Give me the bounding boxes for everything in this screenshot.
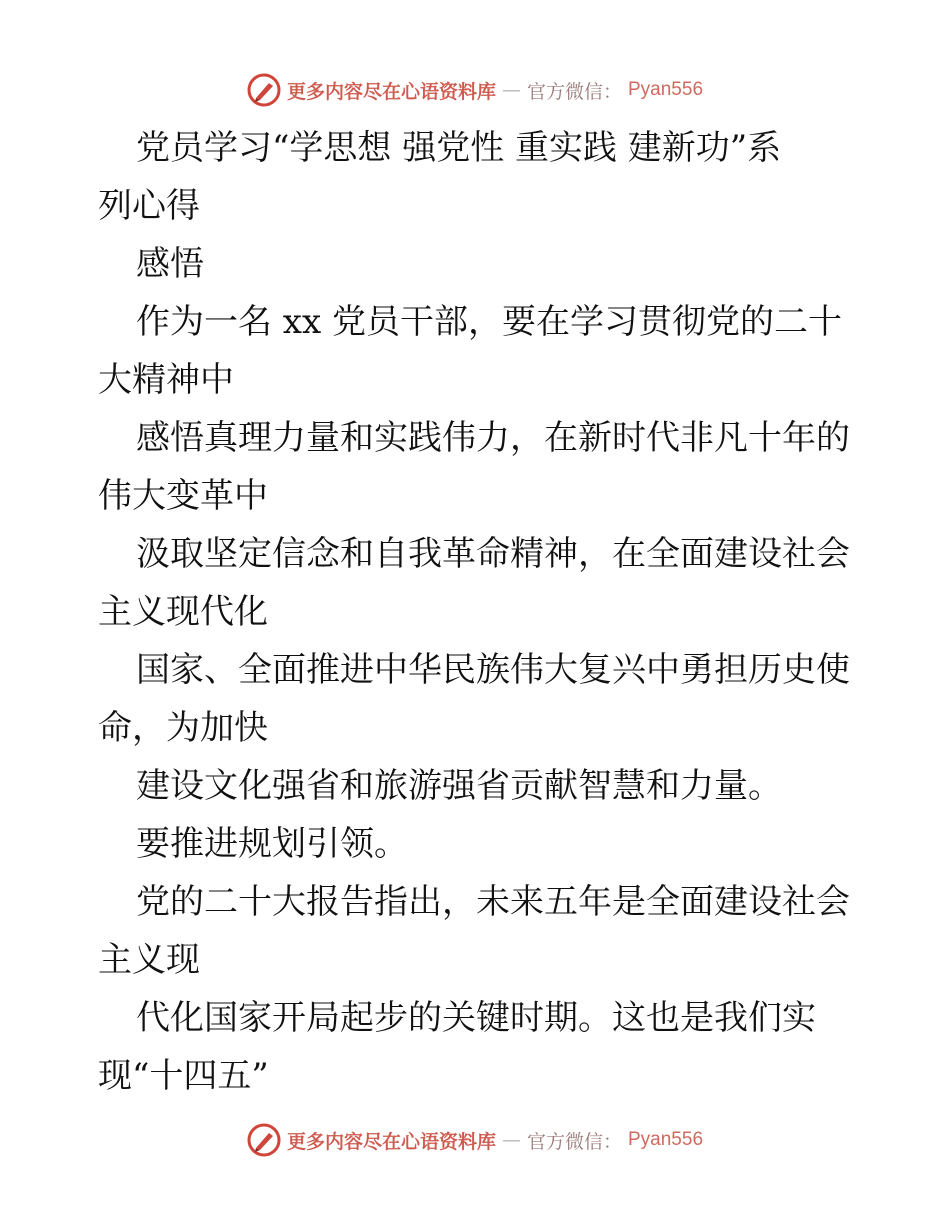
watermark-contact-label: 官方微信： <box>526 80 622 103</box>
watermark-handle: Pyan556 <box>628 79 704 100</box>
text-line: 伟大变革中 <box>98 476 268 516</box>
text-line: 主义现 <box>98 940 200 980</box>
footer-watermark <box>0 1120 950 1160</box>
text-line: 作为一名 xx 党员干部，要在学习贯彻党的二十 <box>136 302 842 342</box>
text-line: 命，为加快 <box>98 708 268 748</box>
text-line: 感悟真理力量和实践伟力，在新时代非凡十年的 <box>136 418 850 458</box>
text-line: 汲取坚定信念和自我革命精神，在全面建设社会 <box>136 534 850 574</box>
text-line: 国家、全面推进中华民族伟大复兴中勇担历史使 <box>136 650 850 690</box>
watermark-brand: 更多内容尽在心语资料库 <box>286 1130 496 1153</box>
text-line: 感悟 <box>136 244 204 284</box>
header-watermark <box>0 70 950 110</box>
text-line: 党的二十大报告指出，未来五年是全面建设社会 <box>136 882 850 922</box>
text-line: 要推进规划引领。 <box>136 824 408 864</box>
pen-logo-icon <box>247 1123 281 1157</box>
watermark-dash: — <box>501 79 521 101</box>
watermark-handle: Pyan556 <box>628 1129 704 1150</box>
text-line: 主义现代化 <box>98 592 268 632</box>
document-body <box>98 119 888 1105</box>
text-line: 代化国家开局起步的关键时期。这也是我们实 <box>136 998 816 1038</box>
text-line: 大精神中 <box>98 360 234 400</box>
text-line: 建设文化强省和旅游强省贡献智慧和力量。 <box>136 766 782 806</box>
text-line: 列心得 <box>98 186 200 226</box>
pen-logo-icon <box>247 73 281 107</box>
watermark-brand: 更多内容尽在心语资料库 <box>286 80 496 103</box>
text-line: 现“十四五” <box>98 1056 269 1096</box>
text-line: 党员学习“学思想 强党性 重实践 建新功”系 <box>136 128 782 168</box>
watermark-contact-label: 官方微信： <box>526 1130 622 1153</box>
watermark-dash: — <box>501 1129 521 1151</box>
